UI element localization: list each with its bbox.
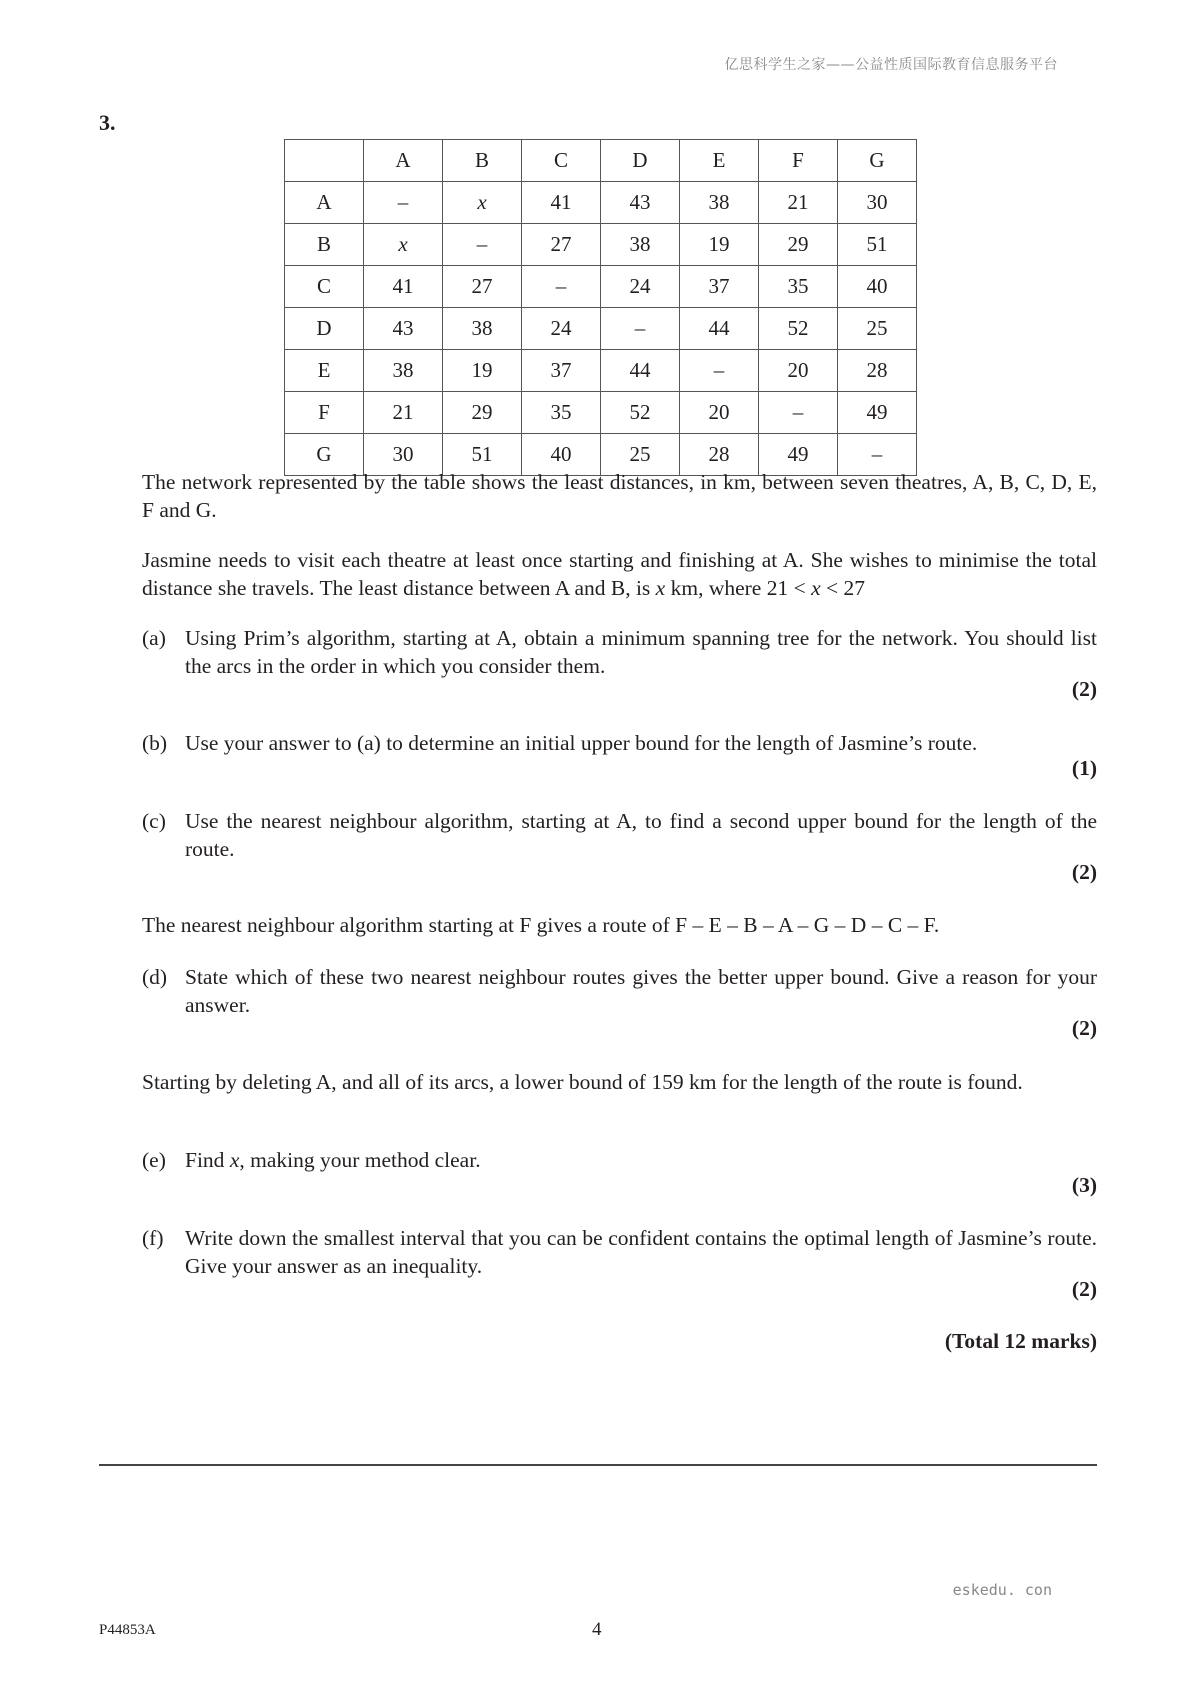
- part-label: (d): [142, 965, 168, 989]
- variable-x: x: [811, 576, 821, 600]
- table-cell: –: [680, 350, 759, 392]
- table-cell: 20: [759, 350, 838, 392]
- marks-a: (2): [1071, 677, 1097, 701]
- column-header: A: [364, 140, 443, 182]
- table-cell: 21: [759, 182, 838, 224]
- column-header: D: [601, 140, 680, 182]
- part-b: [142, 729, 1097, 757]
- part-text: Use your answer to (a) to determine an initial upper bound for the length of Jasmine’s route.: [185, 731, 978, 755]
- table-cell: 27: [522, 224, 601, 266]
- column-header: [285, 140, 364, 182]
- table-cell: 51: [443, 434, 522, 476]
- table-cell: 52: [601, 392, 680, 434]
- table-cell: 28: [680, 434, 759, 476]
- table-cell: 20: [680, 392, 759, 434]
- constraint-text-b: km, where 21 <: [665, 576, 812, 600]
- part-label: (f): [142, 1226, 164, 1250]
- table-cell: 38: [601, 224, 680, 266]
- part-d: [142, 963, 1097, 1019]
- part-e: [142, 1146, 1097, 1174]
- table-row: [285, 224, 917, 266]
- variable-x: x: [229, 1148, 240, 1172]
- distance-table: [284, 139, 917, 476]
- bottom-rule: [99, 1464, 1097, 1466]
- table-cell: 24: [601, 266, 680, 308]
- page-number: 4: [592, 1619, 602, 1640]
- table-cell: 37: [680, 266, 759, 308]
- row-header: F: [285, 392, 364, 434]
- row-header: E: [285, 350, 364, 392]
- table-cell: 35: [522, 392, 601, 434]
- table-cell: 40: [838, 266, 917, 308]
- table-cell: x: [443, 182, 522, 224]
- part-a: [142, 624, 1097, 680]
- constraint-text-a: Jasmine needs to visit each theatre at least once starting and finishing at A. She wishes to minimise the total distance she travels. The least distance between A and B, is: [142, 548, 1097, 600]
- watermark-text: eskedu. con: [952, 1581, 1052, 1599]
- table-cell: –: [522, 266, 601, 308]
- part-label: (e): [142, 1148, 166, 1172]
- marks-b: (1): [1071, 756, 1097, 780]
- constraint-text-c: < 27: [820, 576, 866, 600]
- table-cell: 29: [443, 392, 522, 434]
- row-header: B: [285, 224, 364, 266]
- table-cell: 44: [601, 350, 680, 392]
- nearest-neighbour-paragraph: The nearest neighbour algorithm starting at F gives a route of F – E – B – A – G – D – C – F.: [142, 913, 940, 937]
- table-cell: 49: [838, 392, 917, 434]
- table-cell: 52: [759, 308, 838, 350]
- table-cell: 19: [680, 224, 759, 266]
- part-text: Using Prim’s algorithm, starting at A, obtain a minimum spanning tree for the network. You should list the arcs in the order in which you consider them.: [185, 626, 1097, 678]
- paper-code: P44853A: [99, 1622, 156, 1638]
- table-cell: –: [443, 224, 522, 266]
- table-cell: 28: [838, 350, 917, 392]
- part-e-pre: Find: [185, 1148, 230, 1172]
- table-cell: x: [364, 224, 443, 266]
- table-cell: 25: [838, 308, 917, 350]
- variable-x: x: [655, 576, 666, 600]
- table-cell: –: [759, 392, 838, 434]
- column-header: B: [443, 140, 522, 182]
- table-cell: 27: [443, 266, 522, 308]
- total-marks: (Total 12 marks): [944, 1329, 1097, 1353]
- table-row: [285, 266, 917, 308]
- part-e-post: , making your method clear.: [239, 1148, 481, 1172]
- table-cell: 51: [838, 224, 917, 266]
- question-number: 3.: [99, 110, 116, 135]
- table-cell: 43: [364, 308, 443, 350]
- table-row: [285, 350, 917, 392]
- part-label: (b): [142, 731, 168, 755]
- part-text: Write down the smallest interval that you can be confident contains the optimal length of Jasmine’s route. Give your answer as an inequality.: [185, 1226, 1097, 1278]
- table-cell: –: [601, 308, 680, 350]
- part-f: [142, 1224, 1097, 1280]
- table-row: [285, 182, 917, 224]
- table-header-row: [285, 140, 917, 182]
- marks-e: (3): [1071, 1173, 1097, 1197]
- table-cell: 25: [601, 434, 680, 476]
- table-cell: 21: [364, 392, 443, 434]
- table-cell: 44: [680, 308, 759, 350]
- column-header: G: [838, 140, 917, 182]
- table-cell: 49: [759, 434, 838, 476]
- row-header: G: [285, 434, 364, 476]
- table-cell: 30: [838, 182, 917, 224]
- table-cell: 43: [601, 182, 680, 224]
- constraint-paragraph: [142, 546, 1097, 602]
- lower-bound-paragraph: Starting by deleting A, and all of its arcs, a lower bound of 159 km for the length of the route is found.: [142, 1070, 1023, 1094]
- table-cell: 38: [443, 308, 522, 350]
- marks-f: (2): [1071, 1277, 1097, 1301]
- table-cell: 41: [522, 182, 601, 224]
- part-c: [142, 807, 1097, 863]
- table-cell: 40: [522, 434, 601, 476]
- row-header: A: [285, 182, 364, 224]
- table-cell: 24: [522, 308, 601, 350]
- table-cell: –: [364, 182, 443, 224]
- marks-c: (2): [1071, 860, 1097, 884]
- table-row: [285, 308, 917, 350]
- part-label: (c): [142, 809, 166, 833]
- part-text: State which of these two nearest neighbour routes gives the better upper bound. Give a reason for your answer.: [185, 965, 1097, 1017]
- intro-paragraph: The network represented by the table shows the least distances, in km, between seven theatres, A, B, C, D, E, F and G.: [142, 470, 1097, 522]
- part-label: (a): [142, 626, 166, 650]
- column-header: F: [759, 140, 838, 182]
- row-header: C: [285, 266, 364, 308]
- table-cell: 35: [759, 266, 838, 308]
- table-cell: 19: [443, 350, 522, 392]
- table-cell: –: [838, 434, 917, 476]
- table-cell: 41: [364, 266, 443, 308]
- row-header: D: [285, 308, 364, 350]
- table-cell: 38: [364, 350, 443, 392]
- column-header: C: [522, 140, 601, 182]
- column-header: E: [680, 140, 759, 182]
- part-text: [185, 1146, 1097, 1174]
- table-cell: 29: [759, 224, 838, 266]
- table-cell: 30: [364, 434, 443, 476]
- site-header: 亿思科学生之家——公益性质国际教育信息服务平台: [724, 57, 1058, 73]
- table-cell: 38: [680, 182, 759, 224]
- table-row: [285, 392, 917, 434]
- part-text: Use the nearest neighbour algorithm, starting at A, to find a second upper bound for the length of the route.: [185, 809, 1097, 861]
- table-cell: 37: [522, 350, 601, 392]
- marks-d: (2): [1071, 1016, 1097, 1040]
